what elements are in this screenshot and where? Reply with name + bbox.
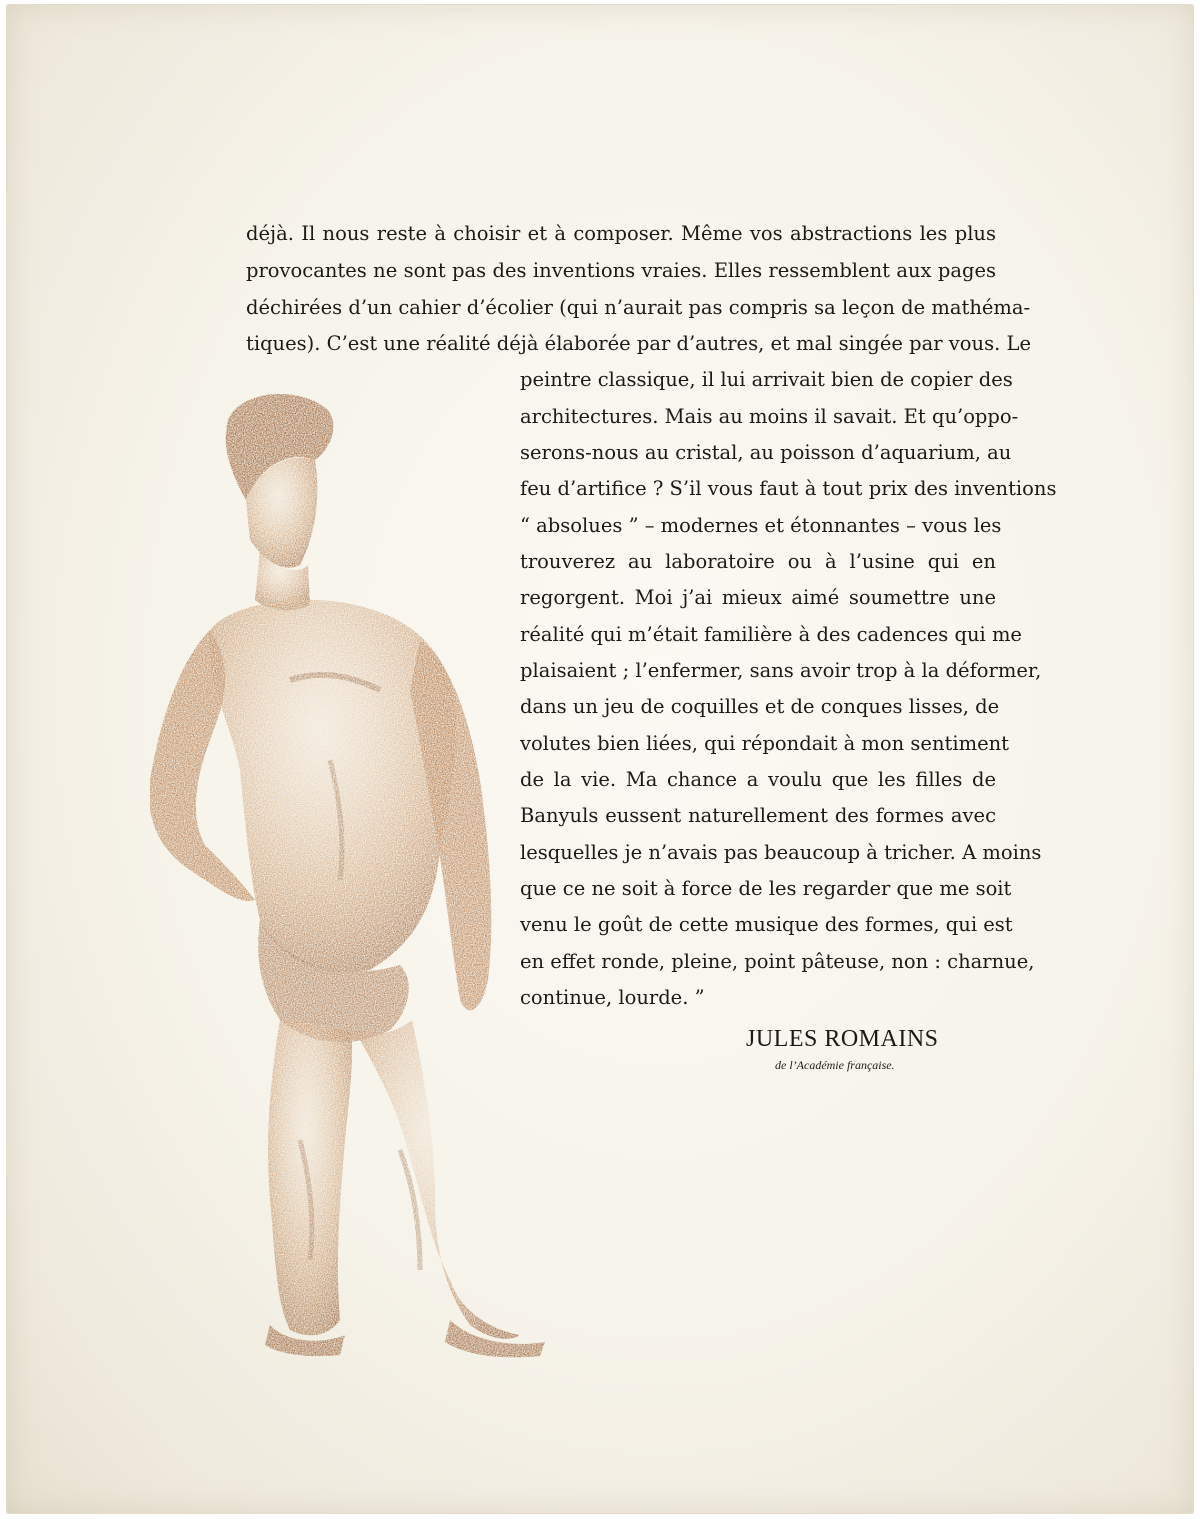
text-line: lesquelles je n’avais pas beaucoup à tricher. A moins [520,841,1042,864]
text-line: serons-nous au cristal, au poisson d’aquarium, au [520,441,1012,464]
text-line: venu le goût de cette musique des formes, qui est [520,913,1013,936]
text-line: déchirées d’un cahier d’écolier (qui n’aurait pas compris sa leçon de mathéma- [246,296,1031,319]
text-line: continue, lourde. ” [520,986,705,1009]
author-name: JULES ROMAINS [746,1026,939,1052]
text-line: regorgent. Moi j’ai mieux aimé soumettre une [520,586,996,609]
text-line: plaisaient ; l’enfermer, sans avoir trop à la déformer, [520,659,1042,682]
text-line: provocantes ne sont pas des inventions vraies. Elles ressemblent aux pages [246,259,996,282]
text-line: tiques). C’est une réalité déjà élaborée par d’autres, et mal singée par vous. Le [246,332,1031,355]
text-line: déjà. Il nous reste à choisir et à composer. Même vos abstractions les plus [246,222,996,245]
text-line: Banyuls eussent naturellement des formes avec [520,804,996,827]
figure-illustration [150,380,570,1360]
text-line: “ absolues ” – modernes et étonnantes – vous les [520,514,1002,537]
text-line: en effet ronde, pleine, point pâteuse, non : charnue, [520,950,1035,973]
text-line: dans un jeu de coquilles et de conques lisses, de [520,695,1000,718]
text-line: architectures. Mais au moins il savait. Et qu’oppo- [520,405,1019,428]
text-line: réalité qui m’était familière à des cadences qui me [520,623,1022,646]
text-line: feu d’artifice ? S’il vous faut à tout prix des inventions [520,477,1057,500]
text-line: peintre classique, il lui arrivait bien de copier des [520,368,1013,391]
text-line: volutes bien liées, qui répondait à mon sentiment [520,732,1010,755]
text-line: de la vie. Ma chance a voulu que les filles de [520,768,996,791]
text-line: que ce ne soit à force de les regarder que me soit [520,877,1012,900]
author-affiliation: de l’Académie française. [775,1058,895,1072]
text-line: trouverez au laboratoire ou à l’usine qui en [520,550,996,573]
